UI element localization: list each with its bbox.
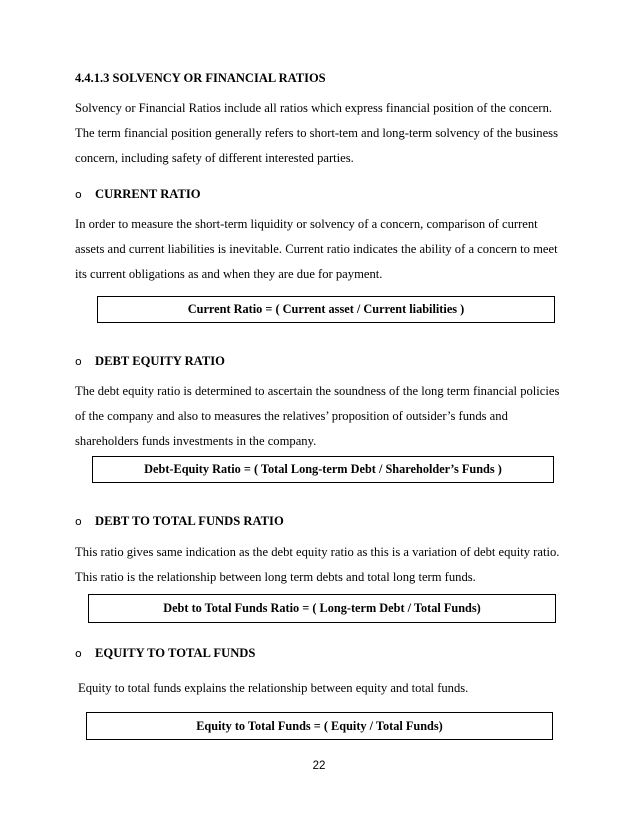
- paragraph-line: its current obligations as and when they are due for payment.: [75, 267, 383, 281]
- subsection-title-equity-to-total-funds: [75, 646, 255, 661]
- paragraph-line: Equity to total funds explains the relationship between equity and total funds.: [78, 681, 469, 695]
- paragraph-line: of the company and also to measures the relatives’ proposition of outsider’s funds and: [75, 409, 508, 423]
- subsection-title-current-ratio: [75, 187, 201, 202]
- debt-to-total-funds-paragraph: [75, 540, 563, 590]
- paragraph-line: The debt equity ratio is determined to ascertain the soundness of the long term financial policies: [75, 384, 560, 398]
- paragraph-line: The term financial position generally refers to short-tem and long-term solvency of the business: [75, 126, 558, 140]
- debt-equity-formula-box: Debt-Equity Ratio = ( Total Long-term Debt / Shareholder’s Funds ): [92, 456, 554, 483]
- current-ratio-formula-box: Current Ratio = ( Current asset / Current liabilities ): [97, 296, 555, 323]
- bullet-icon: o: [75, 647, 82, 660]
- subsection-title-debt-to-total-funds: [75, 514, 284, 529]
- debt-to-total-funds-formula-box: Debt to Total Funds Ratio = ( Long-term Debt / Total Funds): [88, 594, 556, 623]
- bullet-icon: o: [75, 355, 82, 368]
- equity-to-total-funds-formula-box: Equity to Total Funds = ( Equity / Total Funds): [86, 712, 553, 740]
- page-number: 22: [312, 760, 326, 772]
- subsection-title-text: DEBT EQUITY RATIO: [95, 354, 225, 368]
- paragraph-line: In order to measure the short-term liquidity or solvency of a concern, comparison of current: [75, 217, 538, 231]
- paragraph-line: shareholders funds investments in the company.: [75, 434, 317, 448]
- intro-paragraph: [75, 96, 563, 171]
- current-ratio-paragraph: [75, 212, 563, 287]
- subsection-title-text: EQUITY TO TOTAL FUNDS: [95, 646, 256, 660]
- bullet-icon: o: [75, 515, 82, 528]
- paragraph-line: This ratio is the relationship between long term debts and total long term funds.: [75, 570, 476, 584]
- paragraph-line: This ratio gives same indication as the debt equity ratio as this is a variation of debt equity ratio.: [75, 545, 560, 559]
- section-heading: 4.4.1.3 SOLVENCY OR FINANCIAL RATIOS: [75, 71, 326, 85]
- equity-to-total-funds-paragraph: [78, 676, 566, 701]
- paragraph-line: Solvency or Financial Ratios include all ratios which express financial position of the concern.: [75, 101, 553, 115]
- bullet-icon: o: [75, 188, 82, 201]
- subsection-title-debt-equity-ratio: [75, 354, 225, 369]
- subsection-title-text: DEBT TO TOTAL FUNDS RATIO: [95, 514, 284, 528]
- debt-equity-paragraph: [75, 379, 563, 454]
- paragraph-line: assets and current liabilities is inevitable. Current ratio indicates the ability of a concern to meet: [75, 242, 558, 256]
- paragraph-line: concern, including safety of different interested parties.: [75, 151, 354, 165]
- subsection-title-text: CURRENT RATIO: [95, 187, 201, 201]
